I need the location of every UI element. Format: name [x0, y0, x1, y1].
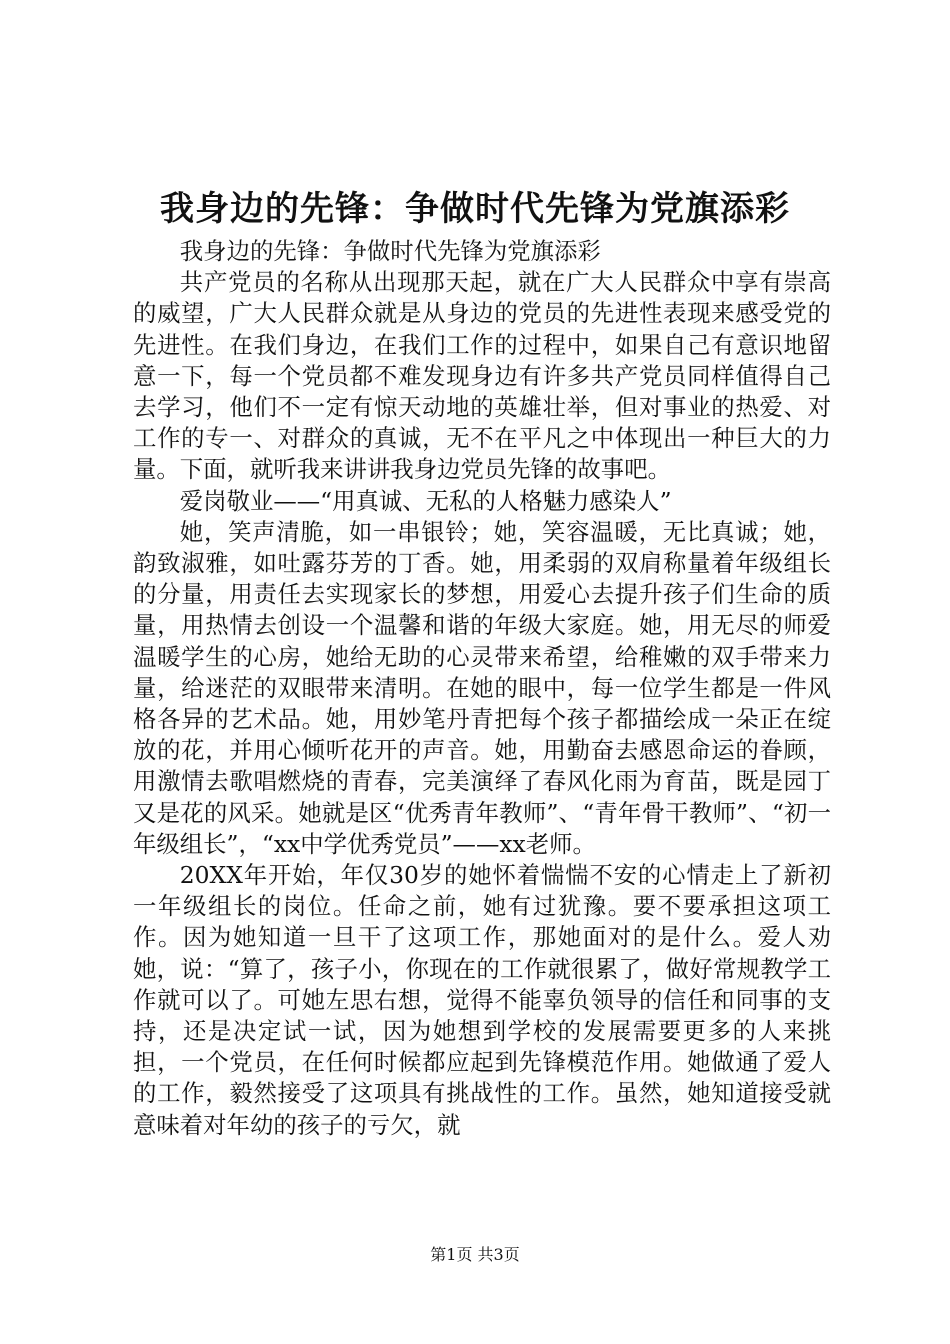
document-title: 我身边的先锋：争做时代先锋为党旗添彩: [160, 189, 790, 229]
document-body: [133, 236, 831, 1141]
page-footer: 第1页 共3页: [430, 1245, 520, 1264]
paragraph-portrait: 她，笑声清脆，如一串银铃；她，笑容温暖，无比真诚；她，韵致淑雅，如吐露芬芳的丁香。她，用柔弱的双肩称量着年级组长的分量，用责任去实现家长的梦想，用爱心去提升孩子们生命的质量，用热情去创设一个温馨和谐的年级大家庭。她，用无尽的师爱温暖学生的心房，她给无助的心灵带来希望，给稚嫩的双手带来力量，给迷茫的双眼带来清明。在她的眼中，每一位学生都是一件风格各异的艺术品。她，用妙笔丹青把每个孩子都描绘成一朵正在绽放的花，并用心倾听花开的声音。她，用勤奋去感恩命运的眷顾，用激情去歌唱燃烧的青春，完美演绎了春风化雨为育苗，既是园丁又是花的风采。她就是区“优秀青年教师”、“青年骨干教师”、“初一年级组长”，“xx中学优秀党员”——xx老师。: [133, 517, 831, 858]
paragraph-intro: 共产党员的名称从出现那天起，就在广大人民群众中享有崇高的威望，广大人民群众就是从身边的党员的先进性表现来感受党的先进性。在我们身边，在我们工作的过程中，如果自己有意识地留意一下，每一个党员都不难发现身边有许多共产党员同样值得自己去学习，他们不一定有惊天动地的英雄壮举，但对事业的热爱、对工作的专一、对群众的真诚，无不在平凡之中体现出一种巨大的力量。下面，就听我来讲讲我身边党员先锋的故事吧。: [133, 268, 831, 484]
paragraph-story: 20XX年开始，年仅30岁的她怀着惴惴不安的心情走上了新初一年级组长的岗位。任命之前，她有过犹豫。要不要承担这项工作。因为她知道一旦干了这项工作，那她面对的是什么。爱人劝她，说：“算了，孩子小，你现在的工作就很累了，做好常规教学工作就可以了。可她左思右想，觉得不能辜负领导的信任和同事的支持，还是决定试一试，因为她想到学校的发展需要更多的人来挑担，一个党员，在任何时候都应起到先锋模范作用。她做通了爱人的工作，毅然接受了这项具有挑战性的工作。虽然，她知道接受就意味着对年幼的孩子的亏欠，就: [133, 861, 831, 1139]
paragraph-subtitle: 我身边的先锋：争做时代先锋为党旗添彩: [179, 237, 601, 265]
paragraph-section-heading: 爱岗敬业——“用真诚、无私的人格魅力感染人”: [179, 486, 672, 515]
